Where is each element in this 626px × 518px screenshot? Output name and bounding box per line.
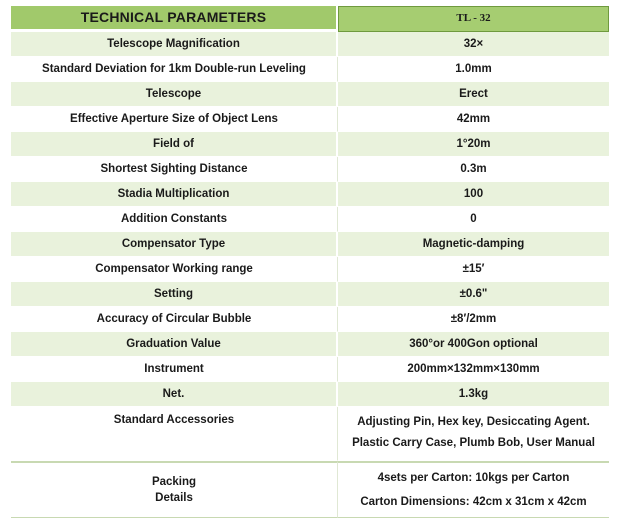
spec-value: Magnetic-damping (338, 232, 609, 257)
spec-label: Graduation Value (11, 332, 338, 357)
spec-row (11, 207, 609, 232)
spec-row (11, 232, 609, 257)
spec-label: Effective Aperture Size of Object Lens (11, 107, 338, 132)
spec-row (11, 132, 609, 157)
spec-label: Telescope Magnification (11, 32, 338, 57)
table-header-row (11, 6, 609, 32)
packing-label (11, 461, 338, 518)
accessories-line-1: Adjusting Pin, Hex key, Desiccating Agent. (357, 416, 590, 428)
model-name: TL - 32 (338, 6, 609, 32)
spec-row (11, 257, 609, 282)
spec-value: 32× (338, 32, 609, 57)
spec-label: Accuracy of Circular Bubble (11, 307, 338, 332)
packing-value (338, 461, 609, 518)
spec-value: 1°20m (338, 132, 609, 157)
spec-label: Instrument (11, 357, 338, 382)
spec-label: Telescope (11, 82, 338, 107)
spec-label: Setting (11, 282, 338, 307)
spec-value: Erect (338, 82, 609, 107)
technical-parameters-table (11, 6, 609, 518)
packing-row (11, 461, 609, 518)
table-title: TECHNICAL PARAMETERS (11, 6, 338, 32)
spec-label: Addition Constants (11, 207, 338, 232)
spec-label: Standard Deviation for 1km Double-run Leveling (11, 57, 338, 82)
spec-label: Net. (11, 382, 338, 407)
accessories-label: Standard Accessories (11, 407, 338, 461)
packing-label-line-1: Packing (151, 476, 197, 488)
spec-row (11, 32, 609, 57)
spec-row (11, 282, 609, 307)
accessories-value (338, 407, 609, 461)
spec-value: 42mm (338, 107, 609, 132)
spec-row (11, 332, 609, 357)
spec-label: Stadia Multiplication (11, 182, 338, 207)
spec-row (11, 357, 609, 382)
accessories-line-2: Plastic Carry Case, Plumb Bob, User Manual (352, 437, 595, 449)
spec-value: 360°or 400Gon optional (338, 332, 609, 357)
spec-label: Compensator Type (11, 232, 338, 257)
spec-value: ±0.6" (338, 282, 609, 307)
spec-value: ±8′/2mm (338, 307, 609, 332)
spec-value: 1.3kg (338, 382, 609, 407)
spec-row (11, 57, 609, 82)
packing-line-1: 4sets per Carton: 10kgs per Carton (377, 472, 570, 484)
spec-label: Compensator Working range (11, 257, 338, 282)
packing-label-line-2: Details (155, 492, 193, 504)
spec-value: ±15′ (338, 257, 609, 282)
spec-row (11, 182, 609, 207)
spec-value: 0.3m (338, 157, 609, 182)
spec-value: 1.0mm (338, 57, 609, 82)
spec-row (11, 82, 609, 107)
accessories-row (11, 407, 609, 461)
spec-row (11, 107, 609, 132)
spec-row (11, 157, 609, 182)
spec-value: 0 (338, 207, 609, 232)
spec-value: 200mm×132mm×130mm (338, 357, 609, 382)
packing-line-2: Carton Dimensions: 42cm x 31cm x 42cm (360, 496, 587, 508)
spec-label: Field of (11, 132, 338, 157)
spec-value: 100 (338, 182, 609, 207)
spec-row (11, 382, 609, 407)
spec-label: Shortest Sighting Distance (11, 157, 338, 182)
spec-row (11, 307, 609, 332)
